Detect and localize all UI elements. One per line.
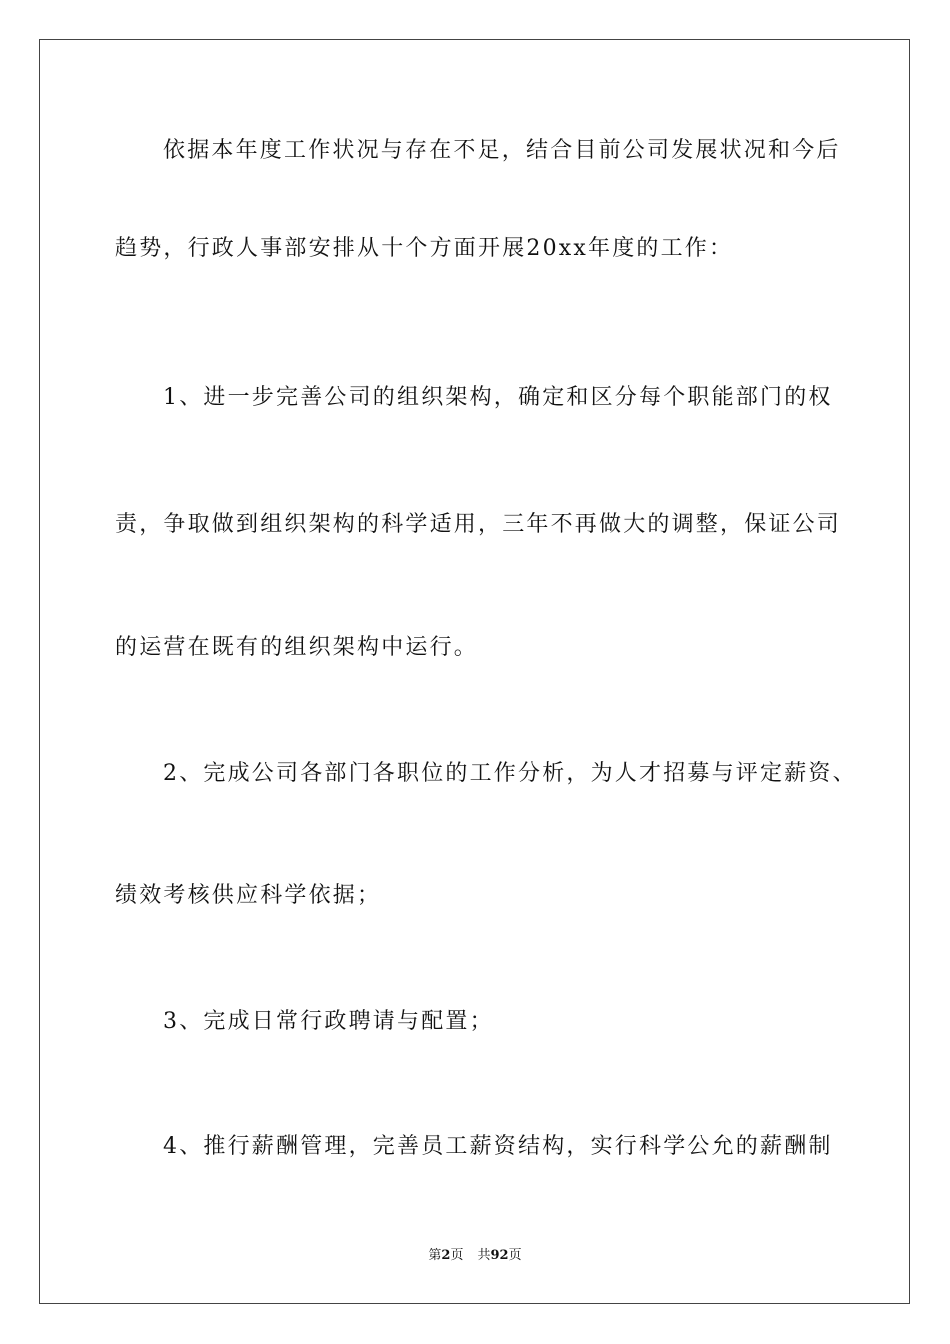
page-border [39,39,910,1304]
paragraph-line-4: 责，争取做到组织架构的科学适用，三年不再做大的调整，保证公司 [115,512,842,537]
paragraph-line-9: 4、推行薪酬管理，完善员工薪资结构，实行科学公允的薪酬制 [163,1134,833,1159]
paragraph-line-8: 3、完成日常行政聘请与配置； [163,1009,494,1034]
paragraph-line-1: 依据本年度工作状况与存在不足，结合目前公司发展状况和今后 [163,138,841,163]
page-footer [0,1247,950,1265]
total-prefix: 共 [477,1248,491,1263]
paragraph-line-5: 的运营在既有的组织架构中运行。 [115,635,479,660]
total-pages: 92 [490,1248,509,1263]
page-prefix: 第 [428,1248,442,1263]
paragraph-line-7: 绩效考核供应科学依据； [115,883,382,908]
page-number: 2 [441,1248,451,1263]
paragraph-line-3: 1、进一步完善公司的组织架构，确定和区分每个职能部门的权 [163,385,833,410]
total-suffix: 页 [508,1248,522,1263]
paragraph-line-2: 趋势，行政人事部安排从十个方面开展20xx年度的工作： [115,236,734,261]
paragraph-line-6: 2、完成公司各部门各职位的工作分析，为人才招募与评定薪资、 [163,761,857,786]
page-suffix: 页 [450,1248,464,1263]
